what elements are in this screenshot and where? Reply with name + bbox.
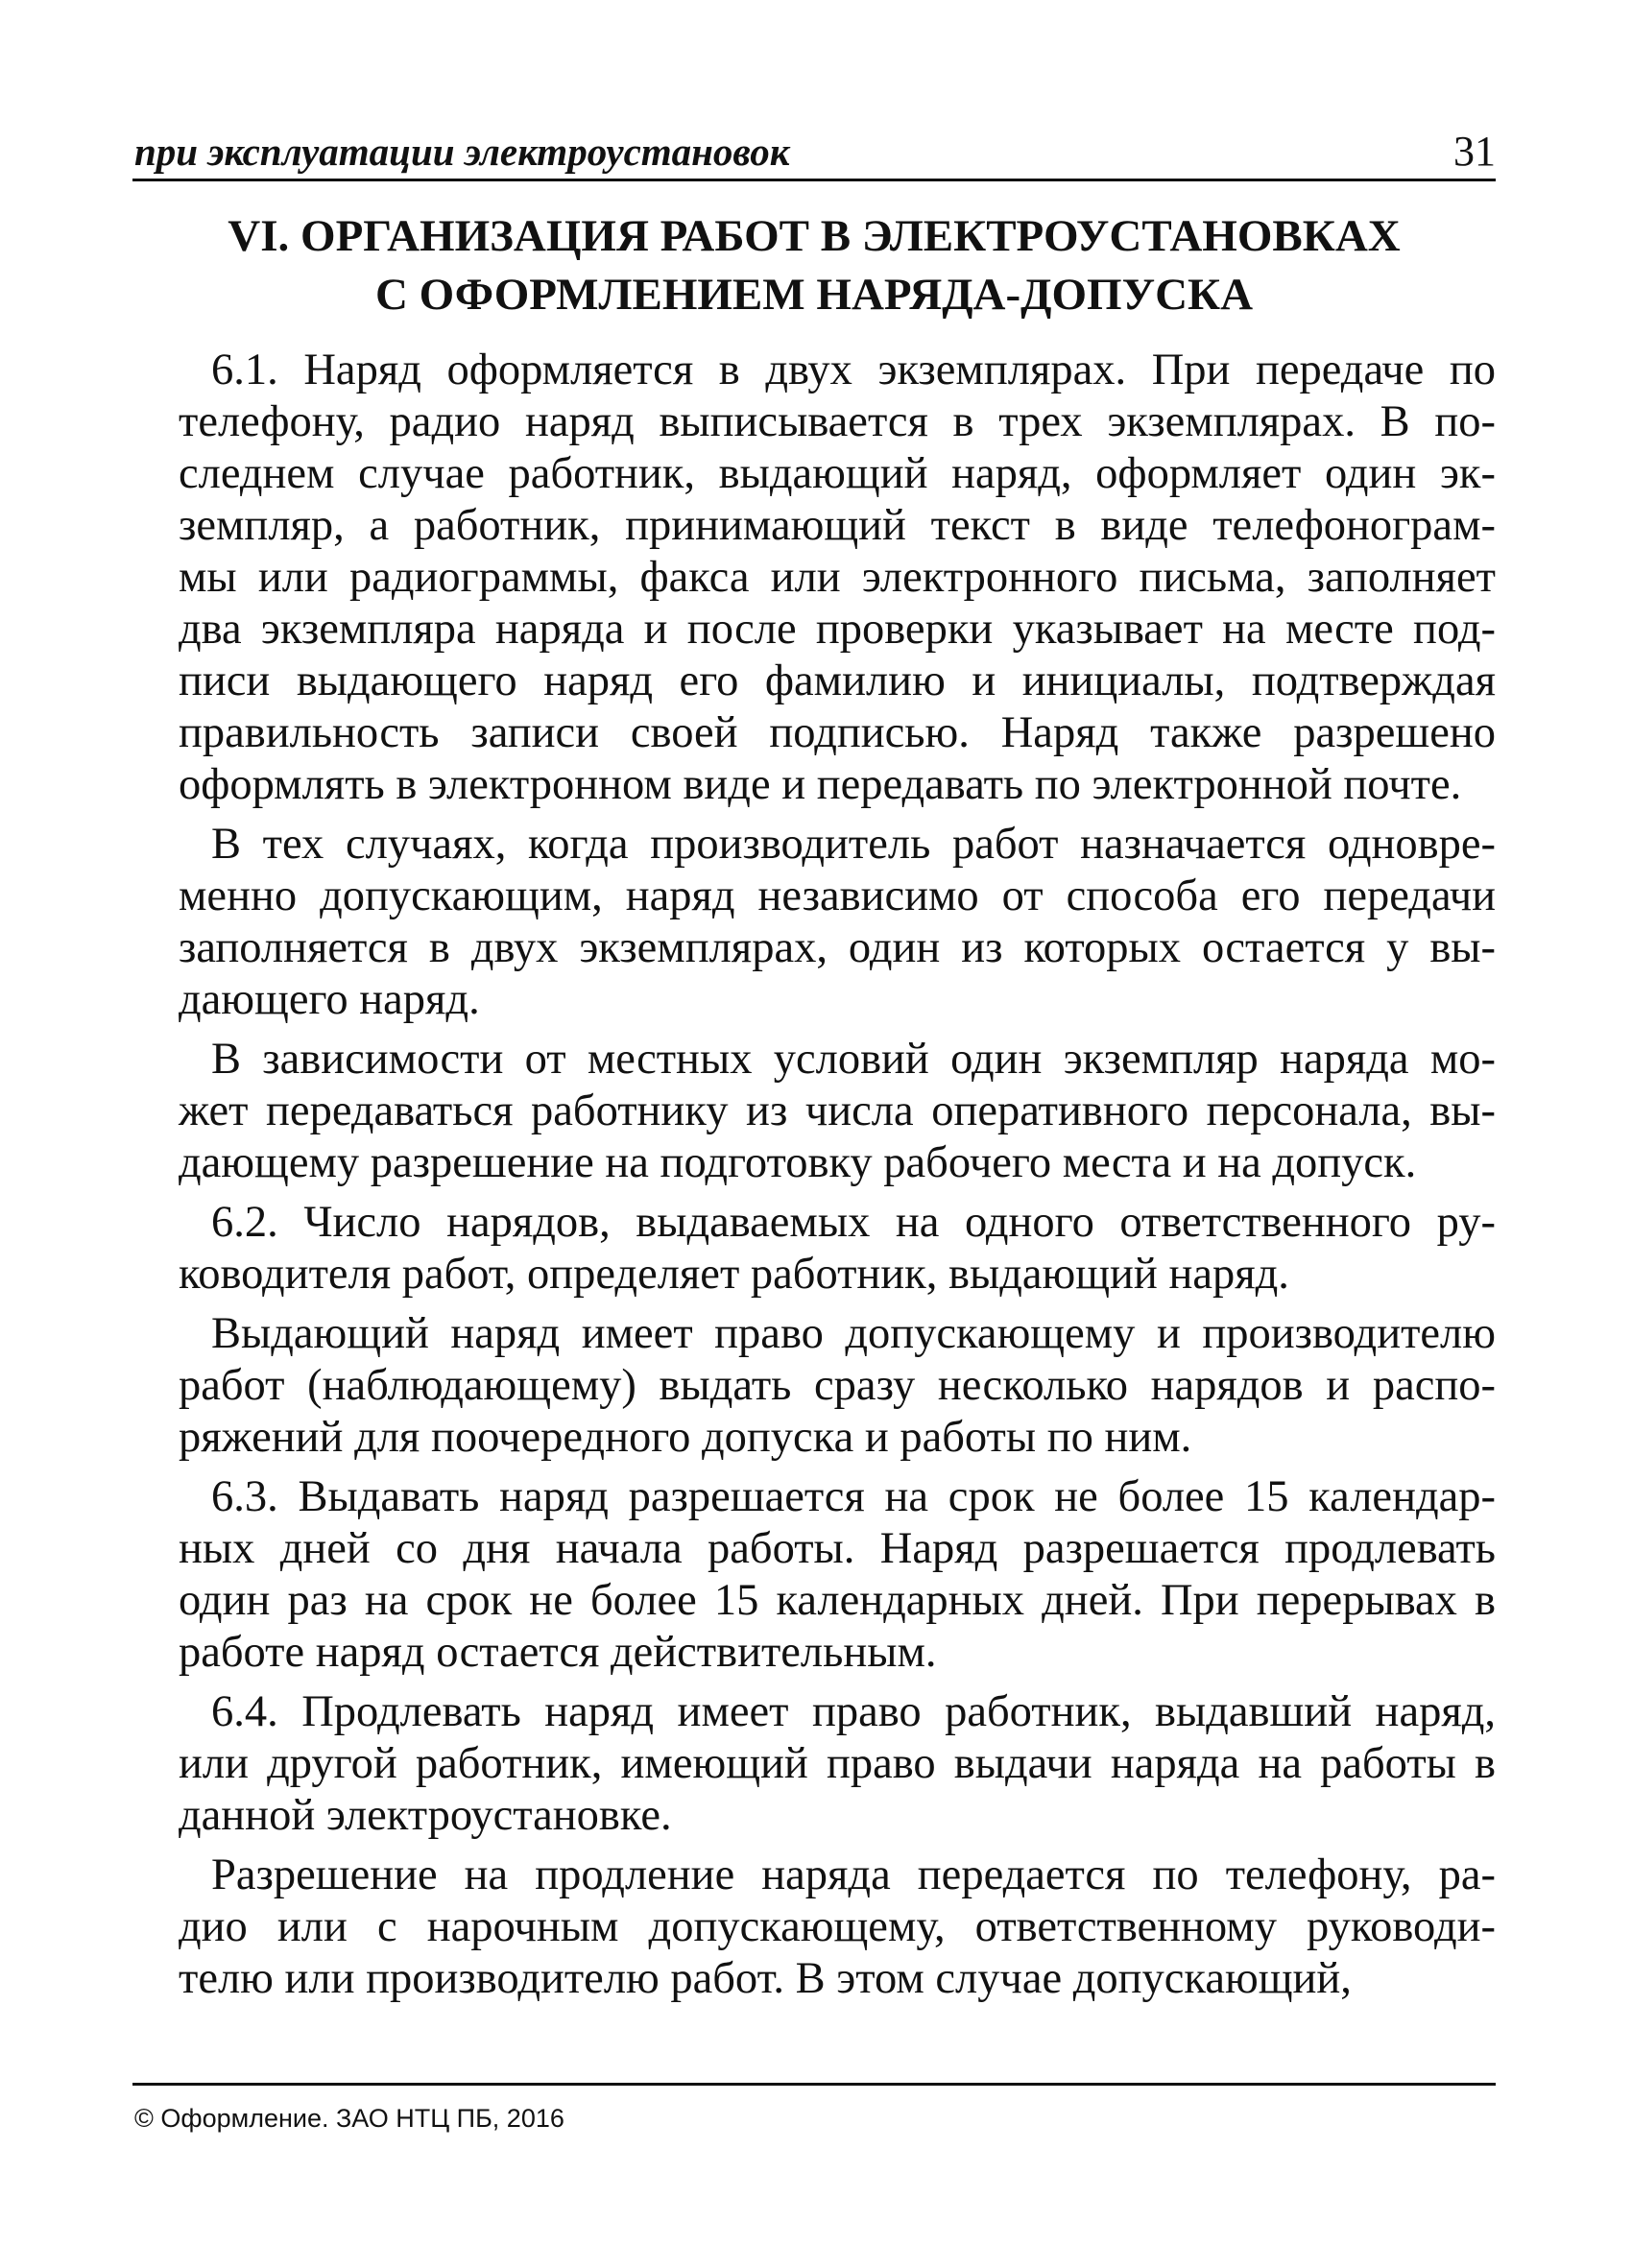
text-line: данной электроустановке. [179,1791,672,1840]
paragraph [179,1197,1496,1301]
paragraph [179,1034,1496,1189]
text-line: следнем случае работник, выдающий наряд, оформляет один эк- [179,449,1496,498]
text-line: 6.2. Число нарядов, выдаваемых на одного ответственного ру- [211,1198,1496,1247]
text-line: В зависимости от местных условий один экземпляр наряда мо- [211,1035,1496,1084]
text-line: работе наряд остается действительным. [179,1628,937,1677]
text-line: один раз на срок не более 15 календарных дней. При перерывах в [179,1576,1496,1625]
text-line: В тех случаях, когда производитель работ назначается одновре- [211,820,1496,869]
text-line: телефону, радио наряд выписывается в трех экземплярах. В по- [179,397,1496,446]
chapter-title [132,207,1496,324]
text-line: ных дней со дня начала работы. Наряд разрешается продлевать [179,1524,1496,1573]
text-line: работ (наблюдающему) выдать сразу несколько нарядов и распо- [179,1361,1496,1410]
paragraph [179,1686,1496,1842]
text-line: заполняется в двух экземплярах, один из которых остается у вы- [179,923,1496,972]
running-header [132,123,1496,181]
chapter-title-line: VI. ОРГАНИЗАЦИЯ РАБОТ В ЭЛЕКТРОУСТАНОВКАХ [228,211,1401,261]
text-line: 6.1. Наряд оформляется в двух экземплярах. При передаче по [211,346,1496,394]
chapter-title-line: С ОФОРМЛЕНИЕМ НАРЯДА-ДОПУСКА [374,270,1254,320]
page-number: 31 [1453,128,1496,175]
footer-copyright: © Оформление. ЗАО НТЦ ПБ, 2016 [134,2104,564,2133]
text-line: дающего наряд. [179,975,480,1024]
text-line: Разрешение на продление наряда передается по телефону, ра- [211,1850,1496,1899]
text-line: Выдающий наряд имеет право допускающему и производителю [211,1309,1496,1358]
text-line: ководителя работ, определяет работник, выдающий наряд. [179,1250,1289,1299]
text-line: дио или с нарочным допускающему, ответственному руководи- [179,1902,1496,1951]
body-text [179,345,1496,2005]
text-line: правильность записи своей подписью. Наряд также разрешено [179,708,1496,757]
text-line: дающему разрешение на подготовку рабочего места и на допуск. [179,1138,1417,1187]
running-title: при эксплуатации электроустановок [134,130,790,174]
footer-divider [132,2083,1496,2086]
text-line: земпляр, а работник, принимающий текст в виде телефонограм- [179,501,1496,550]
text-line: жет передаваться работнику из числа оперативного персонала, вы- [179,1086,1496,1135]
text-line: менно допускающим, наряд независимо от способа его передачи [179,871,1496,920]
text-line: телю или производителю работ. В этом случае допускающий, [179,1954,1352,2003]
paragraph [179,819,1496,1026]
paragraph [179,1308,1496,1464]
paragraph [179,1471,1496,1679]
text-line: или другой работник, имеющий право выдачи наряда на работы в [179,1739,1496,1788]
text-line: 6.4. Продлевать наряд имеет право работник, выдавший наряд, [211,1687,1496,1736]
paragraph [179,1850,1496,2005]
text-line: ряжений для поочередного допуска и работы по ним. [179,1413,1192,1462]
text-line: 6.3. Выдавать наряд разрешается на срок не более 15 календар- [211,1472,1496,1521]
text-line: два экземпляра наряда и после проверки указывает на месте под- [179,605,1496,654]
paragraph [179,345,1496,811]
text-line: оформлять в электронном виде и передавать по электронной почте. [179,760,1462,809]
text-line: мы или радиограммы, факса или электронного письма, заполняет [179,553,1496,602]
text-line: писи выдающего наряд его фамилию и инициалы, подтверждая [179,657,1496,705]
